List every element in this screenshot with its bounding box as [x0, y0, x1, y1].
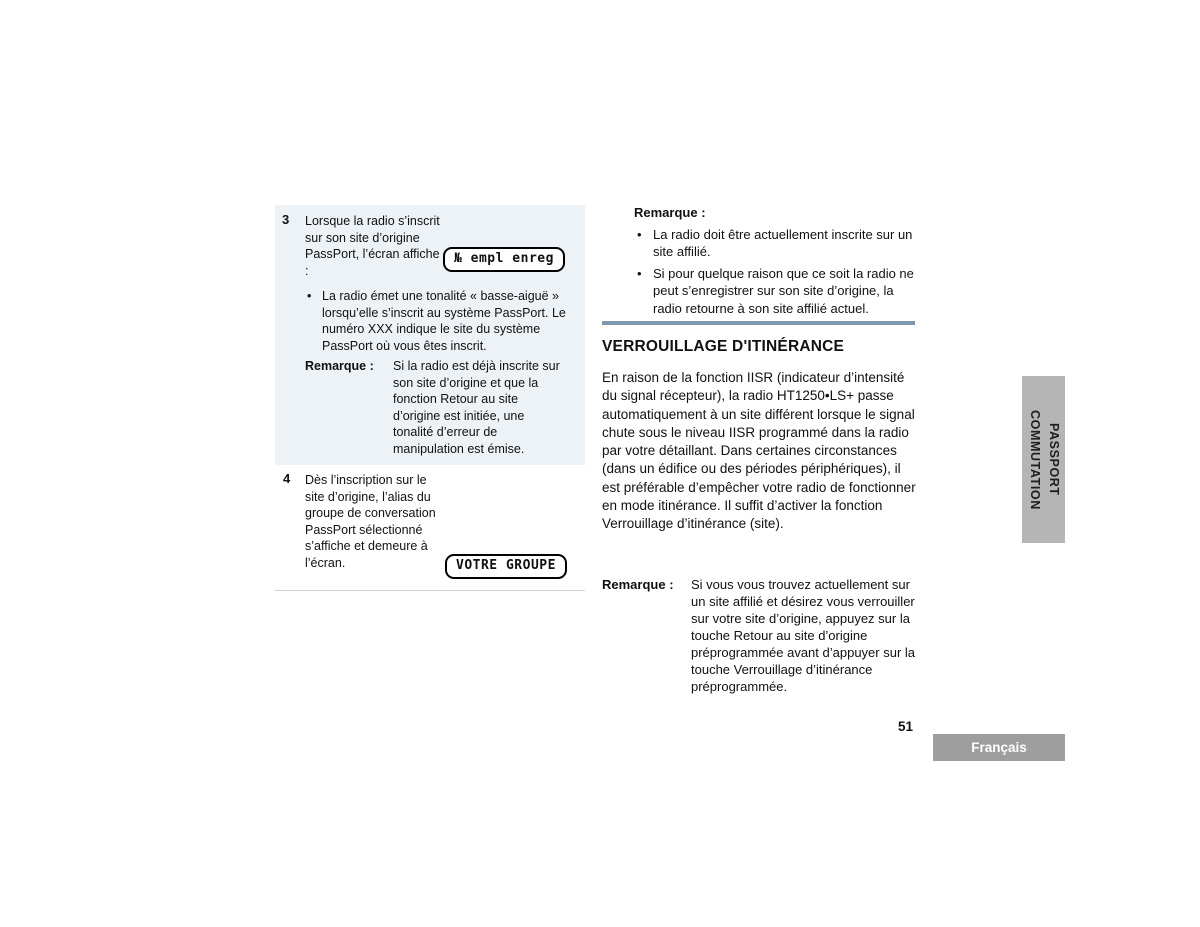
- note-text: Si la radio est déjà inscrite sur son site d’origine et que la fonction Retour au site d’origine est initiée, une tonalité d’erreur de manipulation est émise.: [393, 359, 560, 456]
- step3-note: [305, 358, 563, 457]
- step3-bullet: • La radio émet une tonalité « basse-aiguë » lorsqu’elle s’inscrit au système PassPort. Le numéro XXX indique le site du système PassPort où vous êtes inscrit.: [305, 288, 573, 354]
- note-label: Remarque :: [602, 577, 674, 592]
- note-bullet-item: • La radio doit être actuellement inscrite sur un site affilié.: [634, 226, 918, 261]
- note-text: Si vous vous trouvez actuellement sur un site affilié et désirez vous verrouiller sur votre site d’origine, appuyez sur la touche Retour au site d’origine préprogrammée avant d’appuyer sur la touche Verrouillage d’itinérance préprogrammée.: [691, 577, 916, 694]
- step4-block: [275, 469, 585, 591]
- page-number: 51: [897, 719, 913, 734]
- step4-number: 4: [283, 471, 291, 486]
- side-tab-line1: COMMUTATION: [1028, 409, 1042, 510]
- section-heading: VERROUILLAGE D'ITINÉRANCE: [602, 338, 845, 355]
- note-label: Remarque :: [634, 205, 706, 220]
- step4-text: Dès l’inscription sur le site d’origine, l’alias du groupe de conversation PassPort sélectionné s’affiche et demeure à l’écran.: [305, 473, 436, 570]
- step3-text: Lorsque la radio s’inscrit sur son site d’origine PassPort, l’écran affiche :: [305, 214, 440, 278]
- radio-display-empl-enreg: № empl enreg: [443, 247, 565, 272]
- radio-display-votre-groupe: VOTRE GROUPE: [445, 554, 567, 579]
- language-tab: Français: [933, 734, 1065, 761]
- right-note: [634, 204, 918, 321]
- note-label: Remarque :: [305, 359, 374, 373]
- step3-panel: [275, 205, 585, 465]
- side-tab-line2: PASSPORT: [1047, 423, 1061, 496]
- side-tab-commutation-passport: [1022, 376, 1065, 543]
- body-paragraph: En raison de la fonction IISR (indicateur d’intensité du signal récepteur), la radio HT1250•LS+ passe automatiquement à un site différent lorsque le signal chute sous le niveau IISR programmé dans la radio par votre détaillant. Dans certaines circonstances (dans un édifice ou des périodes périphériques), il est préférable d’empêcher votre radio de fonctionner en mode itinérance. Il suffit d’activer la fonction Verrouillage d’itinérance (site).: [602, 370, 916, 532]
- step3-number: 3: [282, 212, 290, 227]
- note-bullet-item: • Si pour quelque raison que ce soit la radio ne peut s’enregistrer sur son site d’origine, la radio retourne à son site affilié actuel.: [634, 265, 918, 318]
- right-note-2: [602, 576, 922, 695]
- section-divider: [602, 321, 915, 325]
